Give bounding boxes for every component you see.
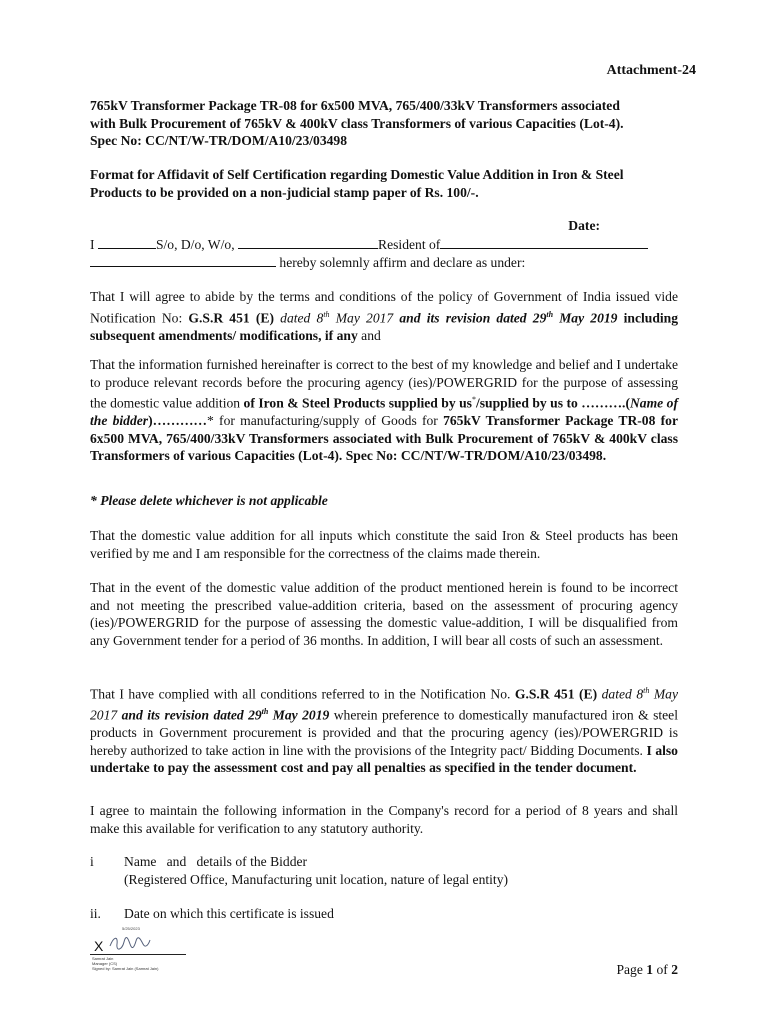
- attachment-label: Attachment-24: [606, 63, 696, 78]
- paragraph-3: That the domestic value addition for all inputs which constitute the said Iron & Steel products has been verified by me and I am responsible for the correctness of the claims made therein.: [90, 528, 678, 561]
- signer-name: Samrat Jain: [92, 956, 114, 961]
- para1-text: That I will agree to abide by the terms and conditions of the policy of Government of India issued vide Notification No:: [90, 289, 678, 326]
- para1-revision: and its revision dated 29: [393, 310, 547, 326]
- para5-dated: dated 8: [597, 686, 644, 702]
- signature-details: [92, 956, 158, 971]
- title-line-2: with Bulk Procurement of 765kV & 400kV class Transformers of various Capacities (Lot-4).: [90, 115, 624, 131]
- declaration-prefix: I: [90, 237, 95, 252]
- paragraph-2: [90, 356, 678, 465]
- para2-dots: )…………: [148, 413, 208, 429]
- list-item: [90, 853, 508, 889]
- para1-including: including subsequent amendments/ modifications, if any: [90, 310, 679, 343]
- paragraph-1: [90, 288, 678, 344]
- title-line-1: 765kV Transformer Package TR-08 for 6x500 MVA, 765/400/33kV Transformers associated: [90, 98, 620, 113]
- para1-dated: dated 8: [273, 310, 324, 326]
- para2-star: *: [471, 395, 476, 404]
- resident-text: Resident of: [378, 237, 441, 252]
- para2-iron-steel: of Iron & Steel Products supplied by us: [243, 395, 472, 411]
- para1-th2: th: [546, 309, 554, 319]
- para1-gsr: G.S.R 451 (E): [188, 310, 274, 326]
- date-label: Date:: [568, 218, 600, 233]
- signer-role: Manager (CS): [92, 961, 118, 966]
- declaration-suffix: hereby solemnly affirm and declare as under:: [279, 254, 526, 270]
- declaration: [90, 236, 678, 271]
- para2-text-2: * for manufacturing/supply of Goods for: [207, 413, 444, 429]
- signature-date: 5/25/2023: [122, 926, 140, 931]
- para5-may2017: May 2017: [90, 686, 679, 723]
- declaration-line-2: [90, 254, 678, 272]
- format-heading: [90, 166, 678, 201]
- para2-supplied-to: /supplied by us to ……….(: [475, 395, 630, 411]
- handwritten-signature: [108, 932, 152, 952]
- address-blank-2: [90, 255, 276, 267]
- para1-may2017: May 2017: [329, 310, 394, 326]
- para5-revision: and its revision dated 29: [117, 707, 262, 723]
- para1-th1: th: [323, 309, 330, 319]
- signature-mark: X: [94, 938, 104, 954]
- para5-th1: th: [643, 686, 650, 695]
- format-line-1: Format for Affidavit of Self Certification regarding Domestic Value Addition in Iron & Steel: [90, 167, 624, 182]
- signature-block: [90, 928, 190, 978]
- declaration-line-1: [90, 236, 678, 254]
- delete-note: * Please delete whichever is not applicable: [90, 493, 328, 508]
- address-blank: [440, 237, 648, 249]
- para2-text: That the information furnished hereinafter is correct to the best of my knowledge and belief and I undertake to produce relevant records before the procuring agency (ies)/POWERGRID for the purpose of assessing the domestic value addition: [90, 357, 678, 411]
- paragraph-6: I agree to maintain the following information in the Company's record for a period of 8 years and shall make this available for verification to any statutory authority.: [90, 803, 678, 836]
- guardian-blank: [238, 237, 378, 249]
- page-of: of: [653, 962, 672, 977]
- para1-may2019: May 2019: [553, 310, 618, 326]
- page-total: 2: [671, 962, 678, 977]
- paragraph-5: [90, 682, 678, 777]
- format-line-2: Products to be provided on a non-judicial stamp paper of Rs. 100/-.: [90, 184, 479, 200]
- signature-line: [90, 954, 186, 955]
- page-prefix: Page: [616, 962, 647, 977]
- para5-text: That I have complied with all conditions referred to in the Notification No.: [90, 686, 515, 702]
- signed-by: Signed by: Samrat Jain (Samrat Jain): [92, 966, 159, 971]
- list-number: i: [90, 854, 94, 869]
- paragraph-4: That in the event of the domestic value addition of the product mentioned herein is found to be incorrect and not meeting the prescribed value-addition criteria, based on the assessment of procuring agency (ies)/POWERGRID for the purpose of assessing the domestic value-addition, I will be disqualified from any Government tender for a period of 36 months. In addition, I will bear all costs of such an assessment.: [90, 580, 678, 648]
- name-blank: [98, 237, 156, 249]
- list-item: [90, 905, 334, 923]
- para2-bidder-name: Name of the bidder: [90, 395, 678, 429]
- list-number: ii.: [90, 906, 101, 921]
- page-current: 1: [646, 962, 654, 977]
- para5-may2019: May 2019: [268, 707, 330, 723]
- relation-text: S/o, D/o, W/o,: [155, 237, 235, 252]
- para1-and: and: [357, 327, 381, 343]
- document-title: [90, 97, 678, 150]
- para5-text-2: wherein preference to domestically manufactured iron & steel products in Government procurement is provided and that the procuring agency (ies)/POWERGRID is hereby authorized to take action in line with the provisions of the Integrity pact/ Bidding Documents.: [90, 707, 678, 758]
- page-number: [616, 962, 678, 978]
- list-text: Name and details of the Bidder: [124, 854, 308, 869]
- para5-undertake: I also undertake to pay the assessment cost and pay all penalties as specified in the tender document.: [90, 742, 678, 776]
- para5-th2: th: [261, 707, 269, 717]
- para5-gsr: G.S.R 451 (E): [514, 686, 598, 702]
- title-line-3: Spec No: CC/NT/W-TR/DOM/A10/23/03498: [90, 133, 348, 148]
- list-subtext: (Registered Office, Manufacturing unit location, nature of legal entity): [124, 872, 509, 887]
- list-text: Date on which this certificate is issued: [124, 906, 334, 921]
- para2-package: 765kV Transformer Package TR-08 for 6x500 MVA, 765/400/33kV Transformers associated with Bulk Procurement of 765kV & 400kV class Transformers of various Capacities (Lot-4). Spec No: CC/NT/W-TR/DOM/A10/23/03498.: [90, 413, 678, 464]
